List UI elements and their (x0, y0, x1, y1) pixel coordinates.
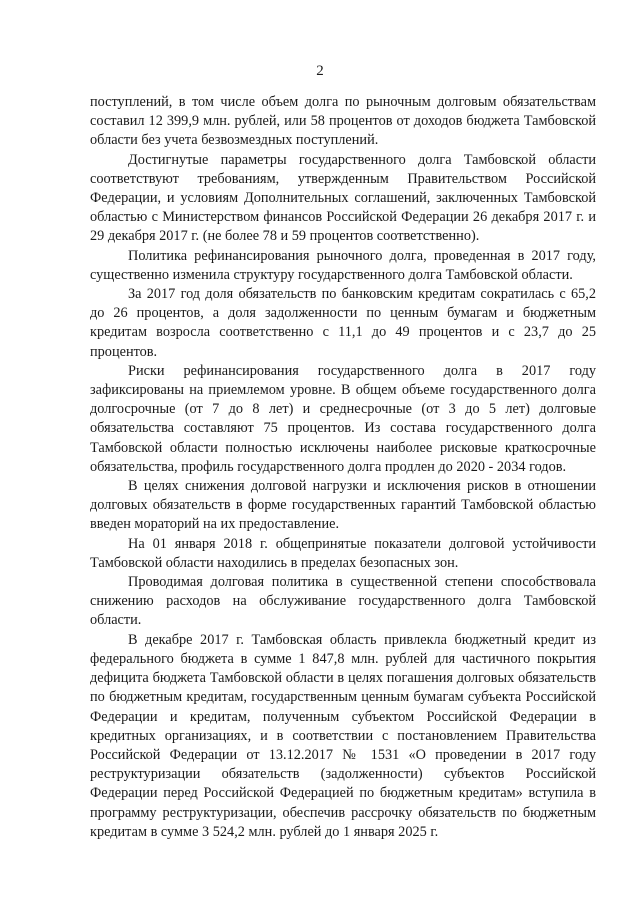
paragraph-restructuring-program: В декабре 2017 г. Тамбовская область привлекла бюджетный кредит из федерального бюджета в сумме 1 847,8 млн. рублей для частичного покрытия дефицита бюджета Тамбовской области в целях погашения долговых обязательств по бюджетным кредитам, государственным ценным бумагам субъекта Российской Федерации и кредитам, полученным субъектом Российской Федерации в кредитных организациях, и в соответствии с постановлением Правительства Российской Федерации от 13.12.2017 № 1531 «О проведении в 2017 году реструктуризации обязательств (задолженности) субъектов Российской Федерации перед Российской Федерацией по бюджетным кредитам» вступила в программу реструктуризации, обеспечив рассрочку обязательств по бюджетным кредитам в сумме 3 524,2 млн. рублей до 1 января 2025 г. (90, 631, 596, 840)
paragraph-debt-parameters: Достигнутые параметры государственного долга Тамбовской области соответствуют требованиям, утвержденным Правительством Российской Федерации, и условиям Дополнительных соглашений, заключенных Тамбовской областью с Министерством финансов Российской Федерации 26 декабря 2017 г. и 29 декабря 2017 г. (не более 78 и 59 процентов соответственно). (90, 151, 596, 245)
paragraph-servicing-costs: Проводимая долговая политика в существенной степени способствовала снижению расходов на обслуживание государственного долга Тамбовской области. (90, 574, 596, 629)
paragraph-refinancing-risks: Риски рефинансирования государственного долга в 2017 году зафиксированы на приемлемом уровне. В общем объеме государственного долга долгосрочные (от 7 до 8 лет) и среднесрочные (от 3 до 5 лет) долговые обязательства составляют 75 процентов. Из состава государственного долга Тамбовской области полностью исключены наиболее рисковые краткосрочные обязательства, профиль государственного долга продлен до 2020 - 2034 годов. (90, 362, 596, 475)
paragraph-debt-sustainability: На 01 января 2018 г. общепринятые показатели долговой устойчивости Тамбовской области находились в пределах безопасных зон. (90, 535, 596, 571)
page-number: 2 (316, 63, 324, 79)
paragraph-debt-structure-change: За 2017 год доля обязательств по банковским кредитам сократилась с 65,2 до 26 процентов, а доля задолженности по ценным бумагам и бюджетным кредитам возросла соответственно с 11,1 до 49 процентов и с 23,7 до 25 процентов. (90, 286, 596, 360)
paragraph-refinancing-policy: Политика рефинансирования рыночного долга, проведенная в 2017 году, существенно изменила структуру государственного долга Тамбовской области. (90, 247, 596, 283)
paragraph-debt-share-continuation: поступлений, в том числе объем долга по рыночным долговым обязательствам составил 12 399,9 млн. рублей, или 58 процентов от доходов бюджета Тамбовской области без учета безвозмездных поступлений. (90, 94, 596, 149)
paragraph-guarantee-moratorium: В целях снижения долговой нагрузки и исключения рисков в отношении долговых обязательств в форме государственных гарантий Тамбовской областью введен мораторий на их предоставление. (90, 478, 596, 533)
document-body (90, 93, 596, 842)
